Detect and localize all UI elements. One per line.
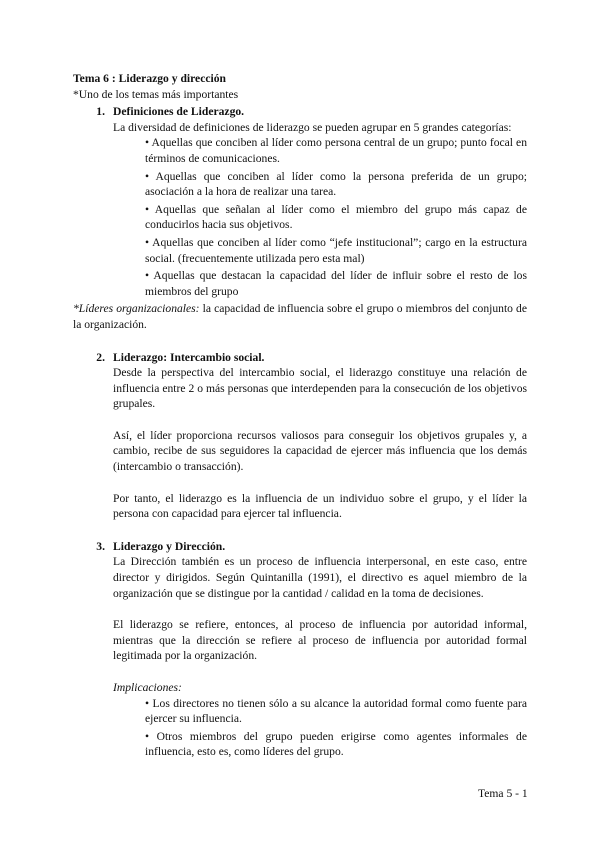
paragraph: Desde la perspectiva del intercambio social, el liderazgo constituye una relación de influencia entre 2 o más personas que interdependen para la consecución de los objetivos grupales. <box>113 366 527 411</box>
list-item: • Los directores no tienen sólo a su alcance la autoridad formal como fuente para ejercer su influencia. <box>145 696 527 726</box>
section-1-lead: La diversidad de definiciones de liderazgo se pueden agrupar en 5 grandes categorías: <box>113 120 512 134</box>
section-1-heading <box>73 104 527 120</box>
section-number: 1. <box>96 105 105 119</box>
section-1-note <box>73 301 527 332</box>
page-title: Tema 6 : Liderazgo y dirección <box>73 72 226 85</box>
section-3-heading <box>73 539 527 555</box>
list-item: • Aquellas que conciben al líder como persona central de un grupo; punto focal en términos de comunicaciones. <box>145 136 527 165</box>
intro-note: *Uno de los temas más importantes <box>73 87 239 101</box>
section-title: Definiciones de Liderazgo. <box>113 105 245 119</box>
section-number: 2. <box>96 350 105 364</box>
section-3-bullets <box>145 696 527 760</box>
paragraph: Por tanto, el liderazgo es la influencia de un individuo sobre el grupo, y el líder la persona con capacidad para ejercer tal influencia. <box>113 491 527 521</box>
list-item: • Aquellas que destacan la capacidad del líder de influir sobre el resto de los miembros del grupo <box>145 269 527 298</box>
section-1-bullets <box>145 135 527 299</box>
section-title: Liderazgo y Dirección. <box>113 539 226 553</box>
section-2-heading <box>73 350 527 366</box>
list-item: • Aquellas que conciben al líder como “jefe institucional”; cargo en la estructura social. (frecuentemente utilizada pero esta mal) <box>145 235 527 265</box>
list-item: • Otros miembros del grupo pueden erigirse como agentes informales de influencia, esto es, como líderes del grupo. <box>145 729 527 759</box>
paragraph: La Dirección también es un proceso de influencia interpersonal, en este caso, entre director y dirigidos. Según Quintanilla (1991), el directivo es aquel miembro de la organización que se distingue por la cantidad / calidad en la toma de decisiones. <box>113 555 527 600</box>
list-item: • Aquellas que conciben al líder como la persona preferida de un grupo; asociación a la hora de realizar una tarea. <box>145 169 527 199</box>
paragraph: El liderazgo se refiere, entonces, al proceso de influencia por autoridad informal, mientras que la dirección se refiere al proceso de influencia por autoridad formal legitimada por la organización. <box>113 618 527 663</box>
document-page <box>73 71 527 762</box>
implications-label-text: Implicaciones: <box>113 681 182 694</box>
section-number: 3. <box>96 539 105 553</box>
paragraph: Así, el líder proporciona recursos valiosos para conseguir los objetivos grupales y, a cambio, recibe de sus seguidores la capacidad de ejercer más influencia que los demás (intercambio o transacción). <box>113 428 527 474</box>
note-text: la capacidad de influencia sobre el grupo o miembros del conjunto de la organización. <box>73 302 527 331</box>
section-title: Liderazgo: Intercambio social. <box>113 350 265 364</box>
list-item: • Aquellas que señalan al líder como el miembro del grupo más capaz de conducirlos hacia sus objetivos. <box>145 202 527 232</box>
note-label: *Líderes organizacionales: <box>73 302 200 316</box>
implications-label <box>113 680 527 696</box>
page-footer: Tema 5 - 1 <box>478 787 528 800</box>
